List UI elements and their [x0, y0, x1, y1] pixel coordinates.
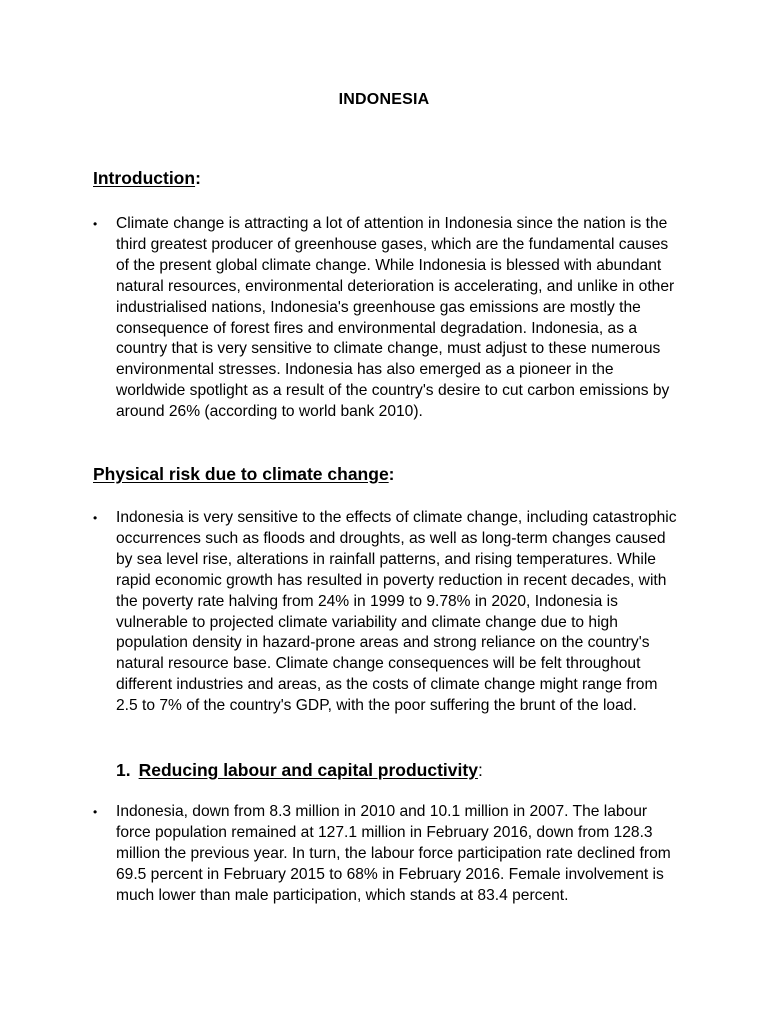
bullet-paragraph: Indonesia is very sensitive to the effects of climate change, including catastrophic occurrences such as floods and droughts, as well as long-term changes caused by sea level rise, alterations in rainfall patterns, and rising temperatures. While rapid economic growth has resulted in poverty reduction in recent decades, with the poverty rate halving from 24% in 1999 to 9.78% in 2020, Indonesia is vulnerable to projected climate variability and climate change due to high population density in hazard-prone areas and strong reliance on the country's natural resource base. Climate change consequences will be felt throughout different industries and areas, as the costs of climate change might range from 2.5 to 7% of the country's GDP, with the poor suffering the brunt of the load. — [116, 509, 677, 715]
heading-number: 1. — [116, 760, 131, 780]
bullet-paragraph: Indonesia, down from 8.3 million in 2010 and 10.1 million in 2007. The labour force population remained at 127.1 million in February 2016, down from 128.3 million the previous year. In turn, the labour force participation rate declined from 69.5 percent in February 2015 to 68% in February 2016. Female involvement is much lower than male participation, which stands at 83.4 percent. — [116, 803, 671, 904]
section-heading-colon: : — [477, 760, 483, 780]
section-heading-colon: : — [388, 464, 395, 484]
bullet-icon: • — [93, 805, 98, 819]
bullet-icon: • — [93, 217, 98, 231]
section-heading-text: Introduction — [93, 168, 196, 188]
section-heading-colon: : — [195, 168, 201, 188]
bullet-paragraph: Climate change is attracting a lot of attention in Indonesia since the nation is the third greatest producer of greenhouse gases, which are the fundamental causes of the present global climate change. While Indonesia is blessed with abundant natural resources, environmental deterioration is accelerating, and unlike in other industrialised nations, Indonesia's greenhouse gas emissions are mostly the consequence of forest fires and environmental degradation. Indonesia, as a country that is very sensitive to climate change, must adjust to these numerous environmental stresses. Indonesia has also emerged as a pioneer in the worldwide spotlight as a result of the country's desire to cut carbon emissions by around 26% (according to world bank 2010). — [116, 215, 675, 421]
section-heading-introduction — [93, 166, 201, 190]
section-heading-text: Physical risk due to climate change — [93, 464, 389, 484]
bullet-icon: • — [93, 511, 98, 525]
section-heading-text: Reducing labour and capital productivity — [138, 760, 478, 780]
document-title: INDONESIA — [338, 91, 430, 108]
numbered-heading-labour-productivity — [116, 758, 483, 782]
section-heading-physical-risk — [93, 462, 395, 486]
